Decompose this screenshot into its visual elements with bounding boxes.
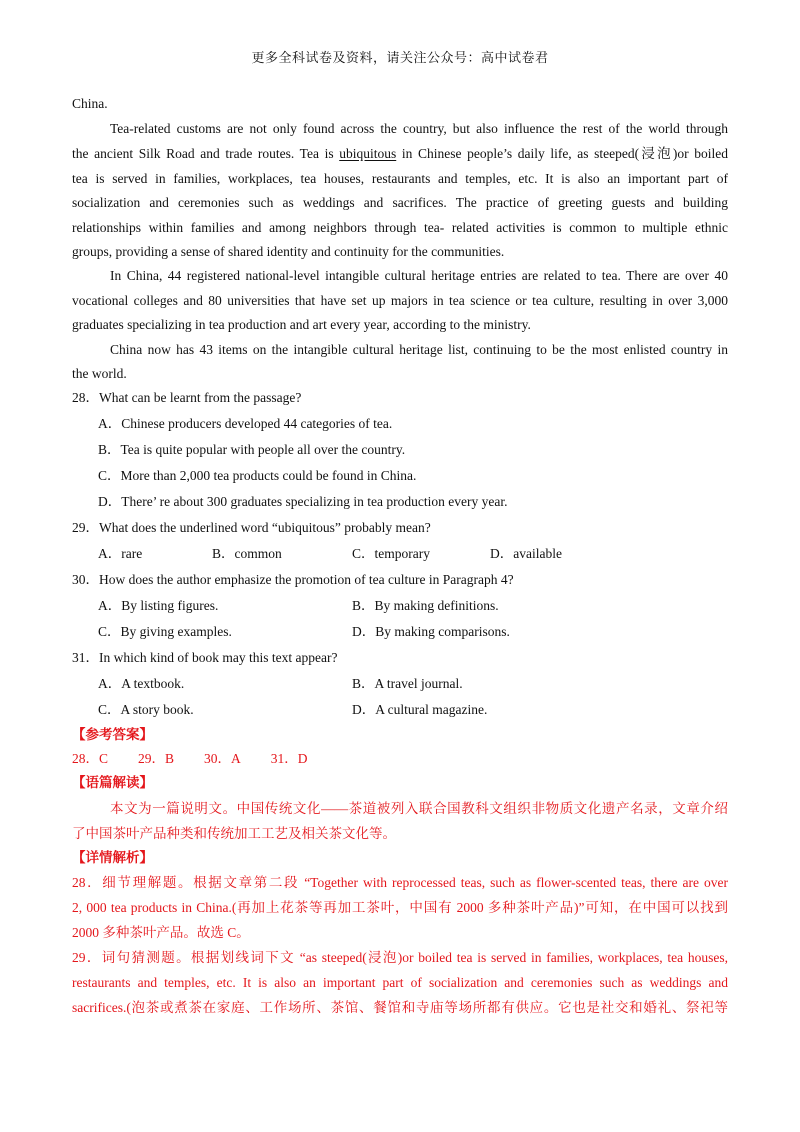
underlined-word: ubiquitous — [339, 146, 397, 161]
q30-option-c: C．By giving examples. — [98, 624, 232, 639]
analysis-line: restaurants and temples, etc. It is also an important part of socialization and ceremonies such as weddings and — [72, 975, 728, 990]
q29-option-d: D．available — [490, 546, 562, 561]
q28-option-c: C．More than 2,000 tea products could be found in China. — [98, 468, 417, 483]
page-header: 更多全科试卷及资料，请关注公众号：高中试卷君 — [251, 50, 549, 65]
answer-28: 28．C — [72, 751, 109, 766]
passage-line: the world. — [72, 366, 127, 381]
q28-option-a: A．Chinese producers developed 44 categories of tea. — [98, 416, 393, 431]
q31-option-c: C．A story book. — [98, 702, 194, 717]
answer-key-title: 【参考答案】 — [72, 727, 153, 742]
q30-option-a: A．By listing figures. — [98, 598, 219, 613]
q31-option-b: B．A travel journal. — [352, 676, 463, 691]
passage-line: graduates specializing in tea production and art every year, according to the ministry. — [72, 317, 531, 332]
reading-line: 了中国茶叶产品种类和传统加工工艺及相关茶文化等。 — [72, 826, 396, 841]
q31-option-a: A．A textbook. — [98, 676, 185, 691]
answer-30: 30．A — [204, 751, 241, 766]
q30-option-d: D．By making comparisons. — [352, 624, 510, 639]
analysis-line: 28．细节理解题。根据文章第二段 “Together with reprocessed teas, such as flower-scented teas, there are over — [72, 875, 728, 890]
passage-line: China. — [72, 96, 108, 111]
reading-line: 本文为一篇说明文。中国传统文化——茶道被列入联合国教科文组织非物质文化遗产名录，文章介绍 — [110, 801, 728, 816]
q29-option-c: C．temporary — [352, 546, 430, 561]
analysis-line: 29．词句猜测题。根据划线词下文 “as steeped(浸泡)or boiled tea is served in families, workplaces, tea houses, — [72, 950, 728, 965]
question-28-stem: 28．What can be learnt from the passage? — [72, 390, 302, 405]
q29-option-a: A．rare — [98, 546, 143, 561]
question-31-stem: 31．In which kind of book may this text appear? — [72, 650, 338, 665]
analysis-line: 2000 多种茶叶产品。故选 C。 — [72, 925, 250, 940]
passage-line: relationships within families and among neighbors through tea- related activities is common to multiple ethnic — [72, 220, 728, 235]
q29-option-b: B．common — [212, 546, 282, 561]
passage-line: socialization and ceremonies such as weddings and sacrifices. The practice of greeting guests and building — [72, 195, 728, 210]
answer-key-row — [72, 749, 728, 769]
answer-29: 29．B — [138, 751, 175, 766]
analysis-title: 【详情解析】 — [72, 850, 153, 865]
passage-line: Tea-related customs are not only found across the country, but also influence the rest of the world through — [110, 121, 728, 136]
question-30-stem: 30．How does the author emphasize the promotion of tea culture in Paragraph 4? — [72, 572, 514, 587]
passage-line: In China, 44 registered national-level intangible cultural heritage entries are related to tea. There are over 40 — [110, 268, 728, 283]
question-29-stem: 29．What does the underlined word “ubiquitous” probably mean? — [72, 520, 431, 535]
q30-option-b: B．By making definitions. — [352, 598, 499, 613]
q31-option-d: D．A cultural magazine. — [352, 702, 488, 717]
q28-option-d: D．There’ re about 300 graduates specializing in tea production every year. — [98, 494, 508, 509]
analysis-line: sacrifices.(泡茶或煮茶在家庭、工作场所、茶馆、餐馆和寺庙等场所都有供应。它也是社交和婚礼、祭祀等 — [72, 1000, 728, 1015]
passage-line: the ancient Silk Road and trade routes. Tea is ubiquitous in Chinese people’s daily life, as steeped(浸泡)or boiled — [72, 146, 728, 161]
reading-title: 【语篇解读】 — [72, 775, 153, 790]
passage-line: China now has 43 items on the intangible cultural heritage list, continuing to be the most enlisted country in — [110, 342, 728, 357]
passage-line: tea is served in families, workplaces, tea houses, restaurants and temples, etc. It is also an important part of — [72, 171, 728, 186]
q28-option-b: B．Tea is quite popular with people all over the country. — [98, 442, 406, 457]
analysis-line: 2, 000 tea products in China.(再加上花茶等再加工茶叶，中国有 2000 多种茶叶产品)”可知，在中国可以找到 — [72, 900, 728, 915]
passage-line: groups, providing a sense of shared identity and continuity for the communities. — [72, 244, 505, 259]
answer-31: 31．D — [270, 751, 308, 766]
passage-line: vocational colleges and 80 universities that have set up majors in tea science or tea culture, resulting in over 3,000 — [72, 293, 728, 308]
